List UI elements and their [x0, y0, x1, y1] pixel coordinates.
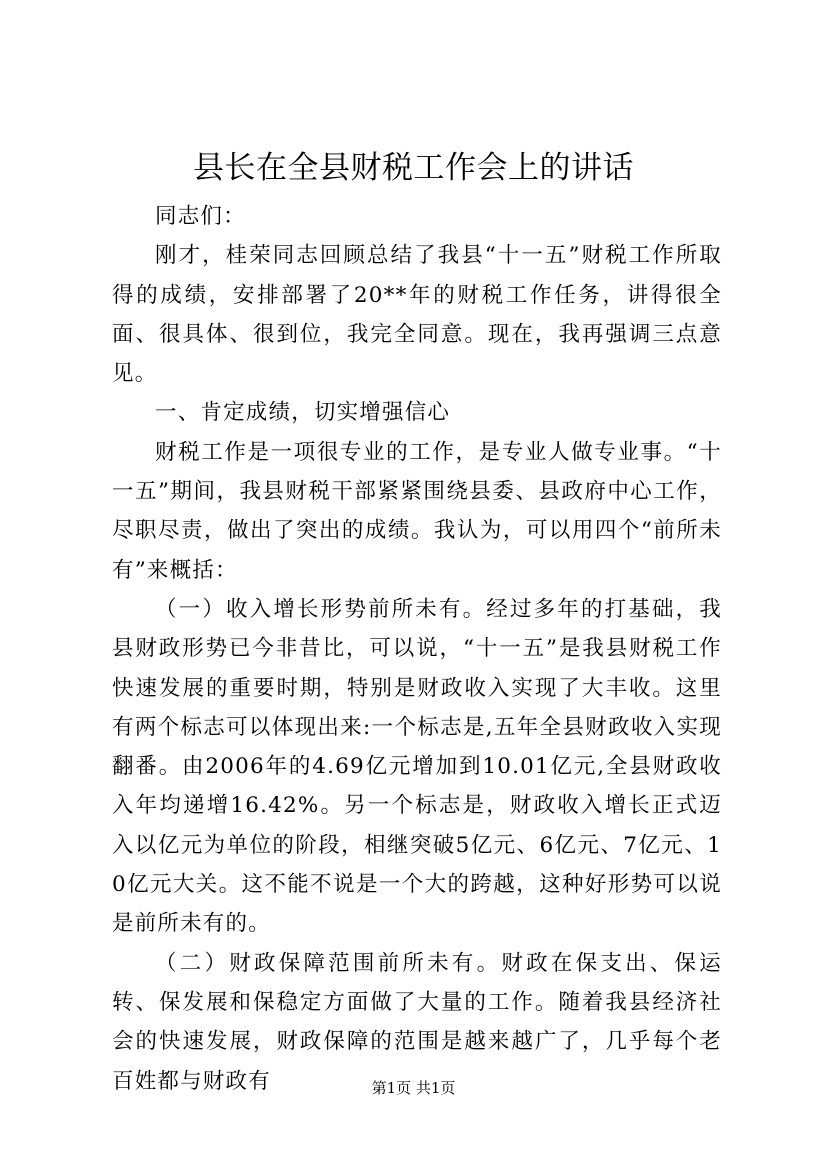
- document-body: [112, 197, 722, 1101]
- document-title: 县长在全县财税工作会上的讲话: [193, 150, 634, 186]
- body-paragraph: （一）收入增长形势前所未有。经过多年的打基础，我县财政形势已今非昔比，可以说，“十一五”是我县财税工作快速发展的重要时期，特别是财政收入实现了大丰收。这里有两个标志可以体现出来:一个标志是,五年全县财政收入实现翻番。由2006年的4.69亿元增加到10.01亿元,全县财政收入年均递增16.42%。另一个标志是，财政收入增长正式迈入以亿元为单位的阶段，相继突破5亿元、6亿元、7亿元、10亿元大关。这不能不说是一个大的跨越，这种好形势可以说是前所未有的。: [112, 596, 722, 937]
- section-heading: 一、肯定成绩，切实增强信心: [155, 400, 451, 426]
- body-paragraph: 财税工作是一项很专业的工作，是专业人做专业事。“十一五”期间，我县财税干部紧紧围绕县委、县政府中心工作，尽职尽责，做出了突出的成绩。我认为，可以用四个“前所未有”来概括：: [112, 439, 722, 583]
- salutation-paragraph: 同志们：: [155, 204, 246, 229]
- page-number-footer: 第1页 共1页: [371, 1079, 456, 1097]
- body-paragraph: （二）财政保障范围前所未有。财政在保支出、保运转、保发展和保稳定方面做了大量的工作。随着我县经济社会的快速发展，财政保障的范围是越来越广了，几乎每个老百姓都与财政有: [112, 950, 722, 1094]
- opening-paragraph: 刚才，桂荣同志回顾总结了我县“十一五”财税工作所取得的成绩，安排部署了20**年的财税工作任务，讲得很全面、很具体、很到位，我完全同意。现在，我再强调三点意见。: [112, 243, 722, 387]
